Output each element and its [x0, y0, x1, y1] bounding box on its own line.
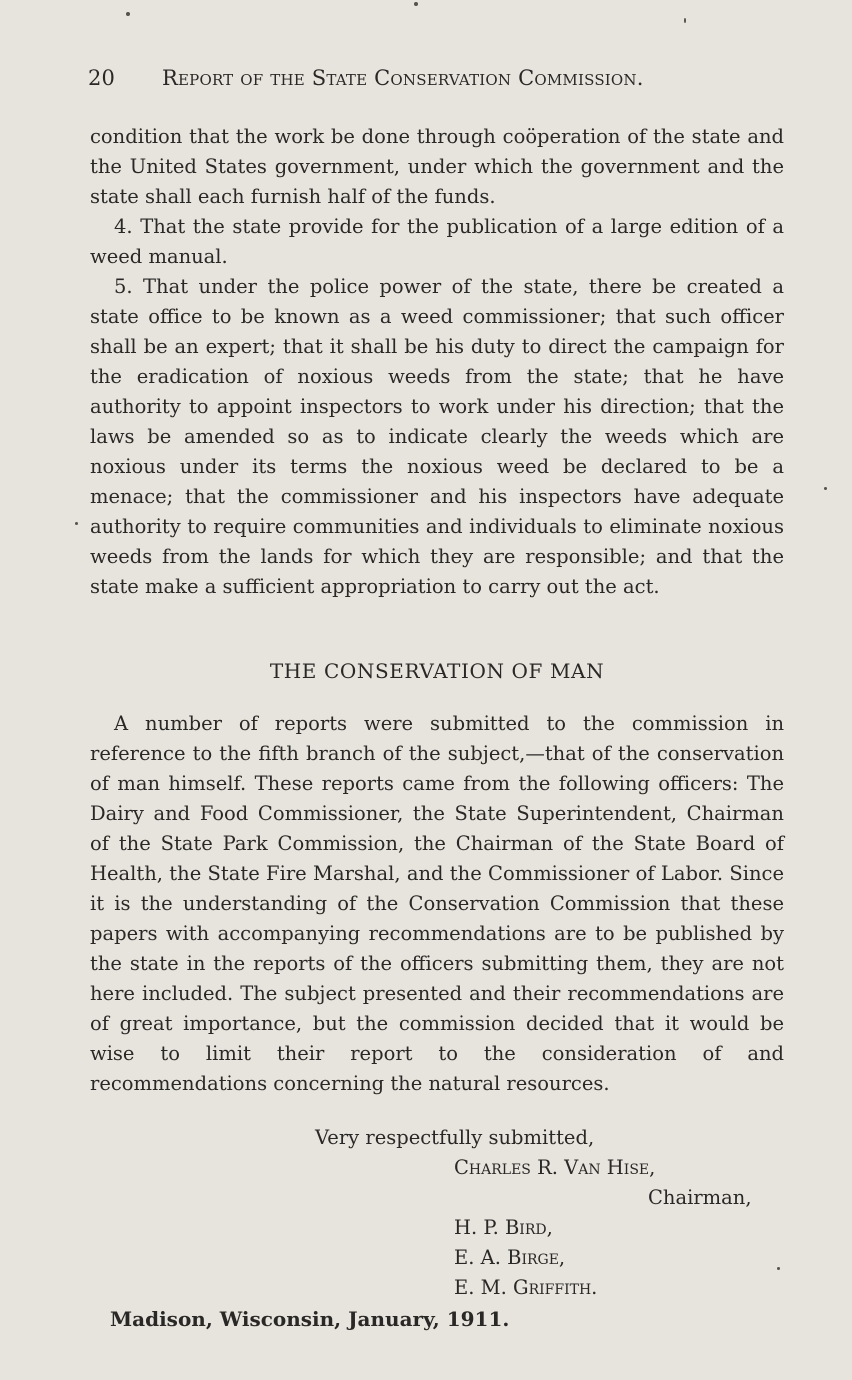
dateline: Madison, Wisconsin, January, 1911.: [110, 1307, 510, 1331]
closing-line: Very respectfully submitted,: [315, 1126, 595, 1149]
signature-member: E. A. Birge,: [454, 1246, 566, 1269]
paragraph-item-4: 4. That the state provide for the publication of a large edition of a weed manual.: [90, 215, 784, 268]
scan-speck: [414, 2, 418, 6]
signature-chairman-name: Charles R. Van Hise,: [454, 1156, 656, 1179]
signature-member: E. M. Griffith.: [454, 1276, 598, 1299]
paragraph-intro: condition that the work be done through coöperation of the state and the United States government, under which the government and the state shall each furnish half of the funds.: [90, 125, 784, 208]
page-number: 20: [88, 66, 116, 90]
paragraph-item-5: 5. That under the police power of the state, there be created a state office to be known as a weed commissioner; that such officer shall be an expert; that it shall be his duty to direct the campaign for the eradication of noxious weeds from the state; that he have authority to appoint inspectors to work under his direction; that the laws be amended so as to indicate clearly the weeds which are noxious under its terms the noxious weed be declared to be a menace; that the commissioner and his inspectors have adequate authority to require communities and individuals to eliminate noxious weeds from the lands for which they are responsible; and that the state make a sufficient appropriation to carry out the act.: [90, 275, 784, 598]
scan-speck: [684, 18, 686, 23]
signature-member: H. P. Bird,: [454, 1216, 553, 1239]
running-title: Report of the State Conservation Commission.: [162, 66, 644, 90]
scan-speck: [75, 522, 78, 525]
scan-speck: [824, 487, 827, 490]
section-heading: THE CONSERVATION OF MAN: [269, 659, 605, 683]
scan-speck: [126, 12, 130, 16]
page-header: [88, 66, 768, 90]
scan-speck: [777, 1267, 780, 1270]
signature-chairman-title: Chairman,: [648, 1186, 752, 1209]
paragraph-conservation-of-man: A number of reports were submitted to the commission in reference to the fifth branch of the subject,—that of the conservation of man himself. These reports came from the following officers: The Dairy and Food Commissioner, the State Superintendent, Chairman of the State Park Commission, the Chairman of the State Board of Health, the State Fire Marshal, and the Commissioner of Labor. Since it is the understanding of the Conservation Commission that these papers with accompanying recommendations are to be published by the state in the reports of the officers submitting them, they are not here included. The subject presented and their recommendations are of great importance, but the commission decided that it would be wise to limit their report to the consideration of and recommendations concerning the natural resources.: [90, 712, 784, 1095]
